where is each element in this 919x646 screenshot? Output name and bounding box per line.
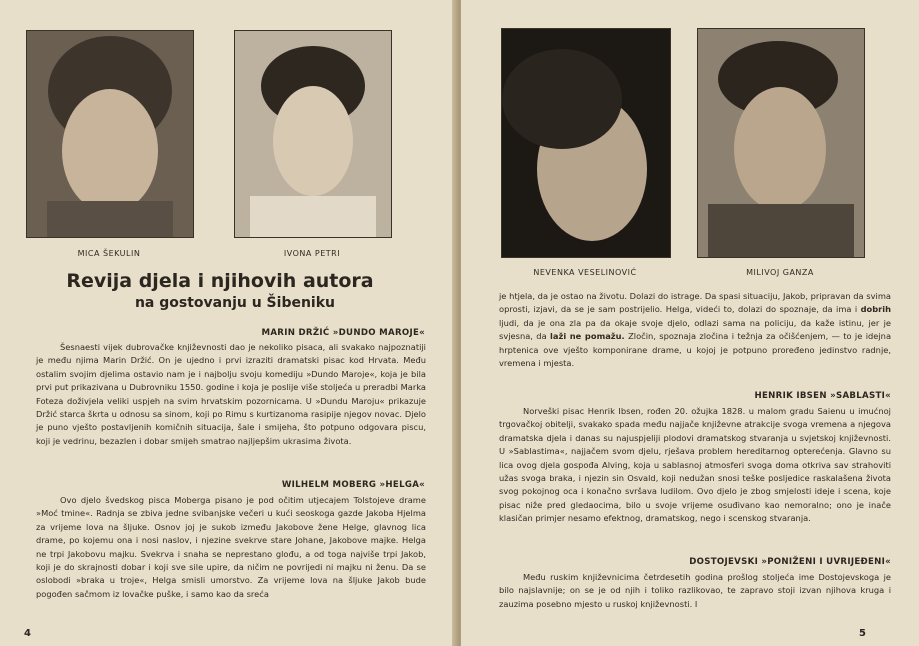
caption-milivoj-ganza: MILIVOJ GANZA: [746, 268, 814, 277]
page-subtitle: na gostovanju u Šibeniku: [134, 295, 336, 311]
section-text-dostojevski: Među ruskim književnicima četrdesetih godina prošlog stoljeća ime Dostojevskoga je bilo najslavnije; on se je od njih i toliko razlikovao, te zapravo stoji izvan njihova kruga i zauzima posebno mjesto u ruskoj književnosti. I: [499, 572, 891, 609]
photo-nevenka-veselinovic: [501, 28, 671, 258]
left-page: [0, 0, 458, 646]
photo-milivoj-ganza: [697, 28, 865, 258]
continuation-bold2: laži ne pomažu.: [550, 331, 625, 342]
continuation-part1: je htjela, da je ostao na životu. Dolazi do istrage. Da spasi situaciju, Jakob, pripravan da svima oprosti, izjavi, da se je sam postrijelio. Helga, videći to, dolazi do spoznaje, da ima i: [499, 291, 891, 315]
section-heading-dundo-maroje: MARIN DRŽIĆ »DUNDO MAROJE«: [261, 328, 425, 338]
page-number-right: 5: [859, 628, 866, 639]
portrait-image: [27, 31, 193, 237]
page-title: Revija djela i njihovih autora: [66, 270, 374, 292]
section-text-sablasti: Norveški pisac Henrik Ibsen, rođen 20. ožujka 1828. u malom gradu Saienu u imućnoj trgovačkoj obitelji, svakako spada među najjače književne atrakcije svoga vremena a njegova dramatska djela i danas su najuspjeliji plodovi dramatskog stvaranja u svjetskoj književnosti. U »Sablastima«, najjačem svom djelu, rješava problem hereditarnog opterećenja. Glavno su lica ovog djela gospođa Alving, koja u sablasnoj atmosferi svoga doma otkriva sav strahoviti užas svoga braka, i njezin sin Osvald, koji nedužan snosi teške posljedice raskalašena života svog pokojnog oca i konačno svršava ludilom. Ovo djelo je zbog smjelosti ideje i scena, koje pisac niže pred gledaocima, bilo u svoje vrijeme osuđivano kao nemoralno; ono je inače klasičan primjer nesamo efektnog, dramatskog, nego i scenskog stvaranja.: [499, 406, 891, 524]
portrait-image: [502, 29, 670, 257]
section-heading-dostojevski: DOSTOJEVSKI »PONIŽENI I UVRIJEĐENI«: [689, 557, 891, 567]
caption-ivona-petri: IVONA PETRI: [283, 249, 341, 258]
section-heading-helga: WILHELM MOBERG »HELGA«: [281, 480, 425, 490]
portrait-image: [235, 31, 391, 237]
caption-mica-sekulin: MICA ŠEKULIN: [77, 249, 141, 258]
page-number-left: 4: [24, 628, 31, 639]
section-text-helga: Ovo djelo švedskog pisca Moberga pisano je pod očitim utjecajem Tolstojeve drame »Moć tmine«. Radnja se zbiva jedne svibanjske večeri u kući seoskoga gazde Jakoba Hjelma za vrijeme lova na šljuke. Osnov joj je sukob između Jakobove žene Helge, glavnog lica drame, po kojemu ona i nosi naslov, i njezine svekrve stare Johane, Jakobove majke. Helga ne trpi Jakobovu majku. Svekrva i snaha se neprestano glođu, a od toga najviše trpi Jakob, koji je do skrajnosti dobar i koji sve sile upire, da ničim ne povrijedi ni majku ni ženu. Da se oslobodi »braka u troje«, Helga smisli umorstvo. Za vrijeme lova na šljuke Jakob bude pogođen sačmom iz lovačke puške, i samo kao da sreća: [36, 495, 426, 599]
continuation-part2: ljudi, da je ona zla pa da okaje svoje djelo, odlazi sama na policiju, da kaže istinu, jer je svjesna, da: [499, 317, 891, 342]
photo-mica-sekulin: [26, 30, 194, 238]
photo-ivona-petri: [234, 30, 392, 238]
portrait-image: [698, 29, 864, 257]
continuation-bold1: dobrih: [860, 304, 892, 315]
section-text-dundo-maroje: Šesnaesti vijek dubrovačke književnosti dao je nekoliko pisaca, ali svakako najpoznatiji je među njima Marin Držić. On je ujedno i prvi izraziti dramatski pisac kod Hrvata. Među ostalim svojim djelima ostavio nam je i najbolju svoju komediju »Dundo Maroje«, koja je bila prvi put prikazivana u Dubrovniku 1550. godine i koja je poslije više stoljeća u preradbi Marka Foteza doživjela veliki uspjeh na svim hrvatskim pozornicama. U »Dundu Maroju« prikazuje Držić starca škrta u odnosu sa sinom, koji po Rimu s kurtizanoma rasipije njegov novac. Djelo je puno vješto postavljenih komičnih situacija, šale i smijeha, što potpuno odgovara piscu, koji je vedrinu, bezazlen i dobar smijeh smatrao najljepšim ukrasima života.: [36, 342, 426, 446]
continuation-part3: Zločin, spoznaja zločina i težnja za očišćenjem, — to je idejna hrptenica ove vješto komponirane drame, u kojoj je potpuno proređeno jedinstvo radnje, vremena i mjesta.: [499, 331, 892, 369]
right-page: [461, 0, 919, 646]
section-heading-sablasti: HENRIK IBSEN »SABLASTI«: [754, 391, 891, 401]
helga-continuation-text: [499, 290, 891, 370]
caption-nevenka-veselinovic: NEVENKA VESELINOVIĆ: [533, 268, 637, 277]
